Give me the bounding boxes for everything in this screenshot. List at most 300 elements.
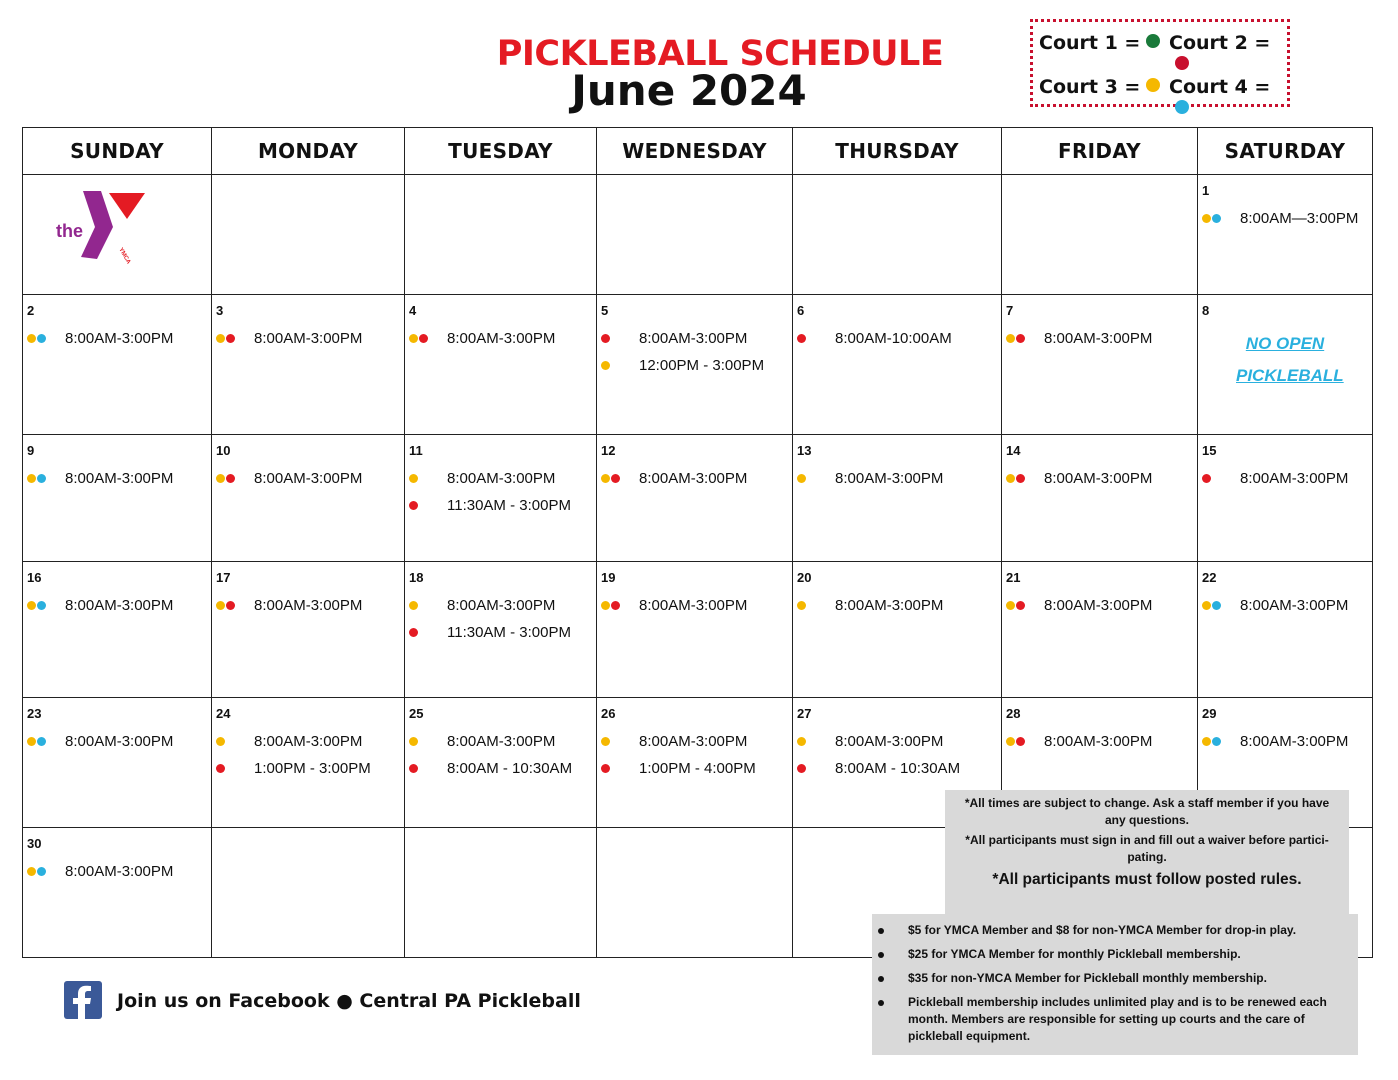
- time-slots: [216, 733, 402, 787]
- time-slots: [27, 733, 209, 760]
- time-slot: [1202, 210, 1370, 237]
- day-number: 9: [27, 443, 35, 458]
- day-cell-empty: [793, 175, 1002, 295]
- court-dots: [1202, 470, 1228, 483]
- time-slots: [797, 733, 999, 787]
- slot-time: 8:00AM-10:00AM: [835, 330, 952, 347]
- slot-time: 8:00AM-3:00PM: [447, 470, 556, 487]
- court-dots: [1006, 330, 1032, 343]
- legend-court-3: [1039, 76, 1160, 98]
- day-cell-empty: [405, 175, 597, 295]
- time-slot: [1006, 470, 1195, 497]
- time-slot: [27, 597, 209, 624]
- fee-item: [908, 994, 1346, 1045]
- facebook-f-icon: [64, 981, 102, 1019]
- court-dots: [601, 733, 627, 746]
- court-dots: [409, 597, 435, 610]
- day-number: 13: [797, 443, 812, 458]
- day-cell-22: [1198, 562, 1373, 698]
- slot-time: 8:00AM-3:00PM: [639, 597, 748, 614]
- court-dots: [27, 470, 53, 483]
- slot-time: 12:00PM - 3:00PM: [639, 357, 765, 374]
- slot-time: 1:00PM - 3:00PM: [254, 760, 371, 777]
- day-number: 2: [27, 303, 35, 318]
- court-dot-icon: [601, 601, 610, 610]
- time-slots: [797, 470, 999, 497]
- time-slots: [1006, 597, 1195, 624]
- day-cell-18: [405, 562, 597, 698]
- day-number: 7: [1006, 303, 1014, 318]
- day-number: 12: [601, 443, 616, 458]
- legend-court-1: [1039, 32, 1160, 54]
- court-dots: [601, 330, 627, 343]
- time-slot: [409, 597, 594, 624]
- court-dot-icon: [37, 474, 46, 483]
- fee-text: $35 for non-YMCA Member for Pickleball monthly membership.: [908, 971, 1267, 985]
- day-cell-11: [405, 435, 597, 562]
- time-slots: [216, 330, 402, 357]
- court-dots: [27, 597, 53, 610]
- court-dot-icon: [601, 474, 610, 483]
- day-number: 17: [216, 570, 231, 585]
- day-number: 25: [409, 706, 424, 721]
- day-cell-5: [597, 295, 793, 435]
- time-slots: [409, 470, 594, 524]
- bullet-icon: [878, 928, 884, 934]
- week-row: [23, 435, 1373, 562]
- day-number: 26: [601, 706, 616, 721]
- day-cell-6: [793, 295, 1002, 435]
- slot-time: 8:00AM-3:00PM: [254, 733, 363, 750]
- time-slots: [409, 597, 594, 651]
- court-2-dot: [1175, 56, 1189, 70]
- time-slots: [27, 863, 209, 890]
- day-cell-13: [793, 435, 1002, 562]
- time-slots: [1006, 470, 1195, 497]
- fees-box: [872, 914, 1358, 1055]
- court-dot-icon: [611, 601, 620, 610]
- time-slot: [797, 597, 999, 624]
- court-dots: [601, 597, 627, 610]
- day-number: 10: [216, 443, 231, 458]
- day-cell-12: [597, 435, 793, 562]
- time-slots: [1202, 733, 1370, 760]
- day-number: 15: [1202, 443, 1217, 458]
- court-dots: [216, 330, 242, 343]
- court-dots: [1006, 597, 1032, 610]
- court-3-dot: [1146, 78, 1160, 92]
- time-slot: [27, 330, 209, 357]
- court-dots: [27, 733, 53, 746]
- day-cell-9: [23, 435, 212, 562]
- court-dot-icon: [216, 474, 225, 483]
- time-slots: [1006, 330, 1195, 357]
- time-slot: [601, 760, 790, 787]
- time-slots: [27, 470, 209, 497]
- day-cell-empty: [1002, 175, 1198, 295]
- fee-item: [908, 922, 1346, 939]
- court-dot-icon: [601, 737, 610, 746]
- svg-text:the: the: [56, 221, 83, 241]
- time-slot: [797, 470, 999, 497]
- court-dots: [216, 470, 242, 483]
- day-number: 29: [1202, 706, 1217, 721]
- court-dots: [216, 733, 242, 746]
- court-dot-icon: [797, 764, 806, 773]
- week-row: [23, 562, 1373, 698]
- court-dot-icon: [1202, 601, 1211, 610]
- court-dot-icon: [1006, 474, 1015, 483]
- court-dots: [1202, 210, 1228, 223]
- day-number: 19: [601, 570, 616, 585]
- day-cell-24: [212, 698, 405, 828]
- legend-court-4: [1169, 76, 1287, 120]
- bullet-icon: [878, 1000, 884, 1006]
- day-number: 23: [27, 706, 42, 721]
- court-dots: [409, 733, 435, 746]
- day-cell-empty: [23, 175, 212, 295]
- note-rules: *All participants must follow posted rules.: [992, 871, 1302, 888]
- slot-time: 8:00AM-3:00PM: [447, 330, 556, 347]
- weekday-header: MONDAY: [212, 128, 405, 175]
- court-dots: [797, 330, 823, 343]
- court-dot-icon: [37, 737, 46, 746]
- court-dot-icon: [216, 334, 225, 343]
- time-slots: [409, 733, 594, 787]
- court-dot-icon: [409, 764, 418, 773]
- day-number: 24: [216, 706, 231, 721]
- time-slot: [409, 733, 594, 760]
- time-slots: [797, 597, 999, 624]
- court-dot-icon: [27, 334, 36, 343]
- no-open-pickleball-note: NO OPEN PICKLEBALL: [1236, 334, 1344, 385]
- court-dots: [601, 357, 627, 370]
- time-slot: [409, 330, 594, 357]
- court-dot-icon: [409, 501, 418, 510]
- facebook-icon[interactable]: [64, 981, 102, 1019]
- court-dots: [1202, 597, 1228, 610]
- day-number: 5: [601, 303, 609, 318]
- court-4-dot: [1175, 100, 1189, 114]
- court-dot-icon: [1202, 474, 1211, 483]
- court-dot-icon: [419, 334, 428, 343]
- time-slots: [216, 470, 402, 497]
- day-cell-15: [1198, 435, 1373, 562]
- day-number: 11: [409, 443, 423, 458]
- day-number: 27: [797, 706, 812, 721]
- time-slots: [601, 597, 790, 624]
- time-slot: [601, 357, 790, 384]
- court-dot-icon: [226, 334, 235, 343]
- legend-label: Court 1 =: [1039, 32, 1141, 54]
- time-slots: [1202, 470, 1370, 497]
- fee-item: [908, 946, 1346, 963]
- slot-time: 8:00AM-3:00PM: [254, 330, 363, 347]
- time-slot: [409, 624, 594, 651]
- court-dots: [409, 624, 435, 637]
- day-cell-1: [1198, 175, 1373, 295]
- time-slot: [27, 733, 209, 760]
- court-dot-icon: [409, 601, 418, 610]
- court-dots: [1006, 470, 1032, 483]
- slot-time: 8:00AM-3:00PM: [1044, 597, 1153, 614]
- time-slot: [1202, 597, 1370, 624]
- court-dot-icon: [1016, 737, 1025, 746]
- time-slot: [1006, 733, 1195, 760]
- facebook-text[interactable]: Join us on Facebook ● Central PA Pickleball: [117, 990, 581, 1012]
- day-number: 20: [797, 570, 812, 585]
- slot-time: 8:00AM-3:00PM: [1044, 733, 1153, 750]
- day-cell-26: [597, 698, 793, 828]
- time-slot: [1202, 733, 1370, 760]
- slot-time: 8:00AM-3:00PM: [1240, 470, 1349, 487]
- time-slot: [216, 597, 402, 624]
- day-cell-empty: [212, 175, 405, 295]
- day-cell-7: [1002, 295, 1198, 435]
- court-dot-icon: [409, 474, 418, 483]
- day-number: 6: [797, 303, 805, 318]
- slot-time: 8:00AM-3:00PM: [65, 863, 174, 880]
- day-number: 1: [1202, 183, 1210, 198]
- time-slot: [216, 760, 402, 787]
- weekday-header: SATURDAY: [1198, 128, 1373, 175]
- court-dots: [601, 760, 627, 773]
- day-cell-2: [23, 295, 212, 435]
- time-slot: [1202, 470, 1370, 497]
- weekday-header: SUNDAY: [23, 128, 212, 175]
- court-dot-icon: [27, 601, 36, 610]
- court-dots: [409, 497, 435, 510]
- court-dots: [409, 470, 435, 483]
- time-slots: [601, 733, 790, 787]
- court-dot-icon: [216, 601, 225, 610]
- court-dot-icon: [1006, 334, 1015, 343]
- slot-time: 8:00AM-3:00PM: [254, 470, 363, 487]
- court-1-dot: [1146, 34, 1160, 48]
- court-dot-icon: [797, 601, 806, 610]
- time-slot: [1006, 330, 1195, 357]
- page-title: PICKLEBALL SCHEDULE: [496, 34, 944, 74]
- court-dot-icon: [601, 764, 610, 773]
- weekday-header: WEDNESDAY: [597, 128, 793, 175]
- week-row: [23, 295, 1373, 435]
- slot-time: 8:00AM - 10:30AM: [835, 760, 961, 777]
- day-cell-empty: [597, 828, 793, 958]
- day-cell-25: [405, 698, 597, 828]
- court-dot-icon: [601, 334, 610, 343]
- court-dots: [409, 330, 435, 343]
- ymca-logo: [53, 189, 153, 269]
- time-slot: [409, 760, 594, 787]
- svg-text:YMCA: YMCA: [117, 247, 132, 264]
- day-cell-23: [23, 698, 212, 828]
- time-slot: [216, 330, 402, 357]
- slot-time: 8:00AM-3:00PM: [639, 470, 748, 487]
- weekday-header: FRIDAY: [1002, 128, 1198, 175]
- court-dot-icon: [1006, 601, 1015, 610]
- time-slots: [601, 330, 790, 384]
- slot-time: 8:00AM-3:00PM: [835, 733, 944, 750]
- bullet-icon: [878, 976, 884, 982]
- slot-time: 8:00AM-3:00PM: [835, 470, 944, 487]
- time-slots: [27, 597, 209, 624]
- day-cell-10: [212, 435, 405, 562]
- time-slot: [216, 733, 402, 760]
- day-number: 16: [27, 570, 42, 585]
- day-cell-3: [212, 295, 405, 435]
- legend-label: Court 3 =: [1039, 76, 1141, 98]
- court-dot-icon: [611, 474, 620, 483]
- day-cell-16: [23, 562, 212, 698]
- time-slots: [1202, 597, 1370, 624]
- fee-text: Pickleball membership includes unlimited play and is to be renewed each month. Members are responsible for setting up courts and the care of pickleball equipment.: [908, 995, 1327, 1043]
- slot-time: 8:00AM-3:00PM: [254, 597, 363, 614]
- time-slot: [601, 330, 790, 357]
- court-dot-icon: [37, 601, 46, 610]
- slot-time: 8:00AM-3:00PM: [1240, 733, 1349, 750]
- slot-time: 8:00AM - 10:30AM: [447, 760, 573, 777]
- slot-time: 8:00AM—3:00PM: [1240, 210, 1359, 227]
- court-dots: [601, 470, 627, 483]
- time-slots: [601, 470, 790, 497]
- note-text: *All times are subject to change. Ask a staff member if you have any questions.: [964, 796, 1330, 827]
- court-dot-icon: [27, 474, 36, 483]
- time-slot: [601, 470, 790, 497]
- time-slots: [797, 330, 999, 357]
- court-dots: [216, 760, 242, 773]
- day-cell-30: [23, 828, 212, 958]
- court-dots: [1202, 733, 1228, 746]
- day-number: 14: [1006, 443, 1021, 458]
- legend-court-2: [1169, 32, 1287, 76]
- day-number: 3: [216, 303, 224, 318]
- day-cell-21: [1002, 562, 1198, 698]
- court-dot-icon: [409, 737, 418, 746]
- time-slot: [409, 470, 594, 497]
- day-cell-empty: [597, 175, 793, 295]
- time-slots: [409, 330, 594, 357]
- time-slot: [797, 733, 999, 760]
- slot-time: 8:00AM-3:00PM: [447, 597, 556, 614]
- day-number: 30: [27, 836, 42, 851]
- legend-label: Court 4 =: [1169, 76, 1271, 98]
- fee-text: $25 for YMCA Member for monthly Pickleball membership.: [908, 947, 1241, 961]
- weekday-header-row: [23, 128, 1373, 175]
- slot-time: 8:00AM-3:00PM: [1044, 470, 1153, 487]
- day-number: 21: [1006, 570, 1021, 585]
- day-cell-empty: [212, 828, 405, 958]
- day-cell-empty: [405, 828, 597, 958]
- weekday-header: TUESDAY: [405, 128, 597, 175]
- court-dot-icon: [226, 474, 235, 483]
- notes-box: [945, 790, 1349, 924]
- court-dot-icon: [1202, 214, 1211, 223]
- weekday-header: THURSDAY: [793, 128, 1002, 175]
- court-dot-icon: [37, 334, 46, 343]
- court-dot-icon: [1016, 601, 1025, 610]
- note-text: *All participants must sign in and fill out a waiver before partici-pating.: [965, 833, 1329, 864]
- fee-text: $5 for YMCA Member and $8 for non-YMCA Member for drop-in play.: [908, 923, 1297, 937]
- slot-time: 11:30AM - 3:00PM: [447, 497, 571, 514]
- court-dot-icon: [797, 474, 806, 483]
- day-cell-14: [1002, 435, 1198, 562]
- slot-time: 8:00AM-3:00PM: [639, 733, 748, 750]
- day-cell-8: [1198, 295, 1373, 435]
- slot-time: 8:00AM-3:00PM: [447, 733, 556, 750]
- time-slot: [409, 497, 594, 524]
- time-slots: [1006, 733, 1195, 760]
- slot-time: 8:00AM-3:00PM: [639, 330, 748, 347]
- court-dots: [797, 470, 823, 483]
- legend-label: Court 2 =: [1169, 32, 1271, 54]
- time-slots: [1202, 210, 1370, 237]
- day-number: 8: [1202, 303, 1210, 318]
- court-dot-icon: [226, 601, 235, 610]
- court-dot-icon: [1202, 737, 1211, 746]
- time-slot: [601, 733, 790, 760]
- court-dot-icon: [797, 737, 806, 746]
- time-slot: [797, 330, 999, 357]
- slot-time: 8:00AM-3:00PM: [65, 330, 174, 347]
- court-dots: [27, 863, 53, 876]
- day-cell-17: [212, 562, 405, 698]
- bullet-icon: [878, 952, 884, 958]
- day-number: 4: [409, 303, 417, 318]
- time-slot: [27, 470, 209, 497]
- court-dot-icon: [1212, 737, 1221, 746]
- slot-time: 8:00AM-3:00PM: [1240, 597, 1349, 614]
- court-dot-icon: [1016, 334, 1025, 343]
- court-dot-icon: [797, 334, 806, 343]
- slot-time: 8:00AM-3:00PM: [835, 597, 944, 614]
- slot-time: 8:00AM-3:00PM: [65, 470, 174, 487]
- court-dot-icon: [601, 361, 610, 370]
- court-dots: [797, 597, 823, 610]
- court-dot-icon: [27, 867, 36, 876]
- court-dot-icon: [216, 764, 225, 773]
- day-cell-4: [405, 295, 597, 435]
- court-dot-icon: [216, 737, 225, 746]
- time-slot: [797, 760, 999, 787]
- court-dot-icon: [409, 334, 418, 343]
- time-slots: [27, 330, 209, 357]
- day-number: 18: [409, 570, 424, 585]
- time-slot: [27, 863, 209, 890]
- court-dots: [797, 760, 823, 773]
- slot-time: 8:00AM-3:00PM: [65, 733, 174, 750]
- court-dot-icon: [27, 737, 36, 746]
- week-row: [23, 175, 1373, 295]
- month-title: June 2024: [571, 66, 807, 115]
- court-legend: [1030, 19, 1290, 107]
- court-dot-icon: [1212, 601, 1221, 610]
- day-cell-19: [597, 562, 793, 698]
- time-slots: [216, 597, 402, 624]
- court-dots: [1006, 733, 1032, 746]
- court-dot-icon: [1016, 474, 1025, 483]
- time-slot: [1006, 597, 1195, 624]
- slot-time: 8:00AM-3:00PM: [1044, 330, 1153, 347]
- fee-item: [908, 970, 1346, 987]
- court-dot-icon: [37, 867, 46, 876]
- slot-time: 11:30AM - 3:00PM: [447, 624, 571, 641]
- court-dots: [216, 597, 242, 610]
- time-slot: [216, 470, 402, 497]
- court-dot-icon: [1212, 214, 1221, 223]
- slot-time: 1:00PM - 4:00PM: [639, 760, 756, 777]
- court-dots: [797, 733, 823, 746]
- court-dot-icon: [1006, 737, 1015, 746]
